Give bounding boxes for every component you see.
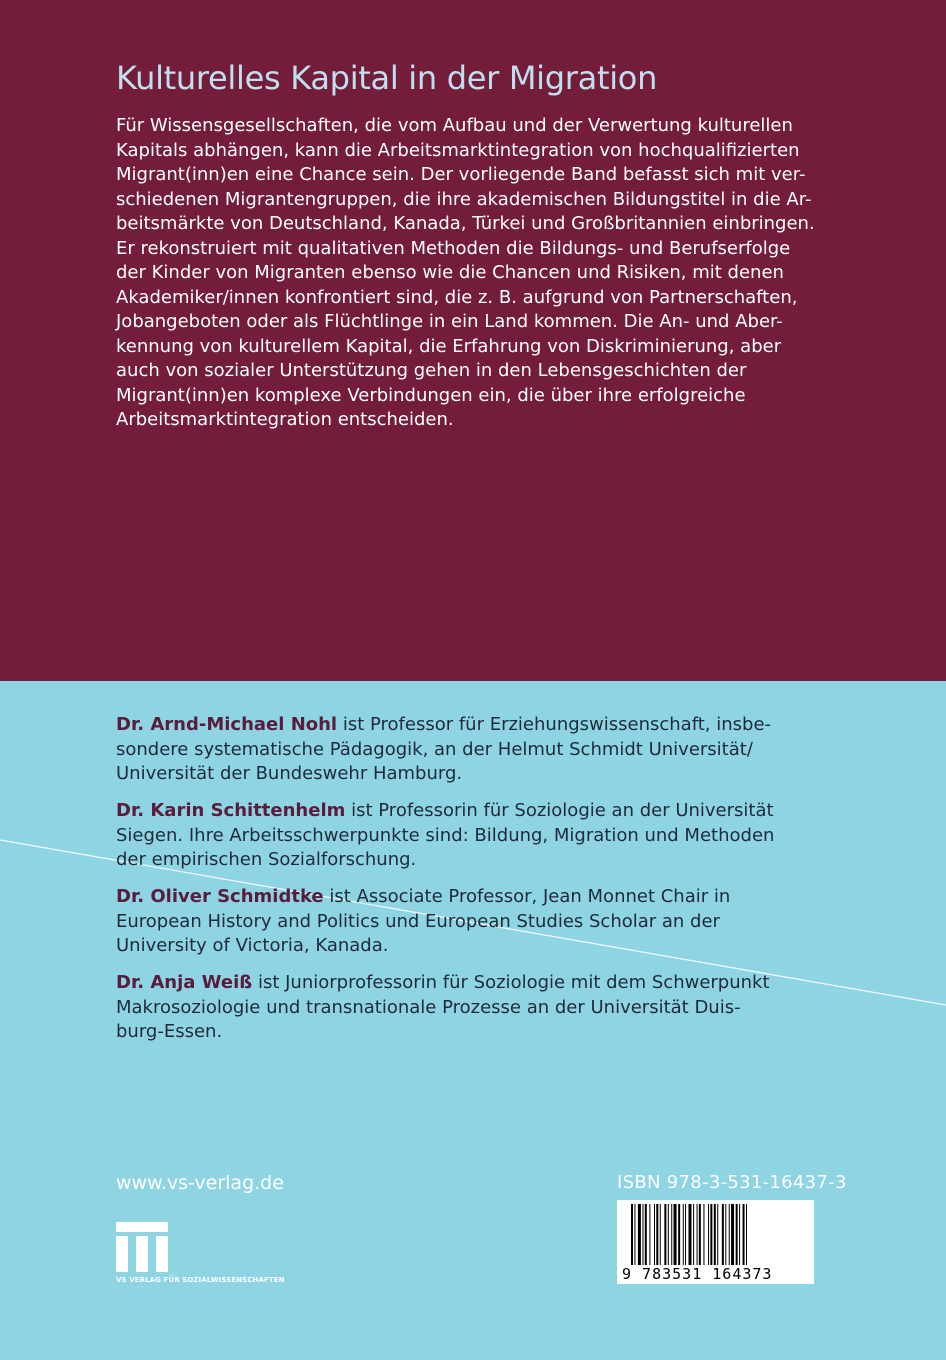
barcode-bar <box>739 1204 740 1266</box>
barcode-bar <box>645 1204 647 1266</box>
author-bio-weiss <box>116 971 816 1045</box>
publisher-website: www.vs-verlag.de <box>116 1172 284 1194</box>
barcode-bar <box>638 1204 641 1266</box>
blurb-line: auch von sozialer Unterstützung gehen in den Lebensgeschichten der <box>116 360 747 381</box>
author-bio-schittenhelm <box>116 799 816 873</box>
author-bio-line: burg-Essen. <box>116 1021 223 1042</box>
blurb-line: Kapitals abhängen, kann die Arbeitsmarktintegration von hochqualifizierten <box>116 139 800 161</box>
blurb-line: Jobangeboten oder als Flüchtlinge in ein Land kommen. Die An- und Aber- <box>116 311 783 332</box>
author-bio-line: European History and Politics und European Studies Scholar an der <box>116 910 720 932</box>
barcode <box>617 1200 814 1284</box>
barcode-bar <box>717 1204 718 1266</box>
blurb-line: Migrant(inn)en komplexe Verbindungen ein, die über ihre erfolgreiche <box>116 384 746 406</box>
blurb-line: Er rekonstruiert mit qualitativen Methoden die Bildungs- und Berufserfolge <box>116 237 791 259</box>
barcode-bar <box>722 1204 724 1266</box>
author-bio-line: Universität der Bundeswehr Hamburg. <box>116 763 463 784</box>
barcode-bar <box>708 1204 709 1266</box>
barcode-bar <box>649 1204 650 1266</box>
blurb-line: Arbeitsmarktintegration entscheiden. <box>116 409 454 430</box>
blurb-line: beitsmärkte von Deutschland, Kanada, Türkei und Großbritannien einbringen. <box>116 213 815 234</box>
author-bio-nohl <box>116 713 816 787</box>
book-blurb <box>116 114 828 433</box>
author-bio-text: ist Professor für Erziehungswissenschaft, insbe- <box>337 714 772 735</box>
barcode-digits: 9 783531 164373 <box>622 1265 773 1283</box>
author-bio-line: University of Victoria, Kanada. <box>116 935 389 956</box>
barcode-bar <box>634 1204 635 1266</box>
barcode-bar <box>668 1204 669 1266</box>
barcode-bar <box>671 1204 672 1266</box>
author-bio-line: Siegen. Ihre Arbeitsschwerpunkte sind: Bildung, Migration und Methoden <box>116 824 775 846</box>
barcode-bar <box>743 1204 745 1266</box>
barcode-bar <box>631 1204 633 1266</box>
author-name: Dr. Anja Weiß <box>116 972 253 993</box>
barcode-bar <box>685 1204 686 1266</box>
author-name: Dr. Karin Schittenhelm <box>116 800 346 821</box>
author-bio-text: ist Professorin für Soziologie an der Universität <box>345 800 774 821</box>
barcode-bar <box>643 1204 644 1266</box>
barcode-bar <box>746 1204 747 1266</box>
barcode-bar <box>714 1204 716 1266</box>
barcode-bar <box>697 1204 698 1266</box>
author-bio-line: sondere systematische Pädagogik, an der Helmut Schmidt Universität/ <box>116 738 753 760</box>
blurb-line: Migrant(inn)en eine Chance sein. Der vorliegende Band befasst sich mit ver- <box>116 164 806 185</box>
author-bio-schmidtke <box>116 885 816 959</box>
blurb-line: Akademiker/innen konfrontiert sind, die z. B. aufgrund von Partnerschaften, <box>116 286 798 308</box>
barcode-bar <box>703 1204 704 1266</box>
author-name: Dr. Arnd-Michael Nohl <box>116 714 338 735</box>
publisher-name: VS VERLAG FÜR SOZIALWISSENSCHAFTEN <box>116 1276 285 1284</box>
barcode-bar <box>683 1204 684 1266</box>
barcode-bar <box>654 1204 655 1266</box>
author-name: Dr. Oliver Schmidtke <box>116 886 324 907</box>
barcode-bar <box>656 1204 658 1266</box>
vs-verlag-logo-icon <box>116 1222 168 1272</box>
barcode-bar <box>674 1204 677 1266</box>
isbn-label: ISBN 978-3-531-16437-3 <box>617 1172 847 1193</box>
barcode-bar <box>731 1204 734 1266</box>
barcode-bar <box>729 1204 730 1266</box>
blurb-line: der Kinder von Migranten ebenso wie die Chancen und Risiken, mit denen <box>116 262 784 283</box>
barcode-bar <box>660 1204 661 1266</box>
author-bio-text: ist Juniorprofessorin für Soziologie mit dem Schwerpunkt <box>252 972 770 993</box>
barcode-bar <box>710 1204 712 1266</box>
barcode-bar <box>678 1204 680 1266</box>
barcode-bar <box>693 1204 694 1266</box>
barcode-bar <box>699 1204 701 1266</box>
blurb-line: Für Wissensgesellschaften, die vom Aufbau und der Verwertung kulturellen <box>116 115 793 136</box>
barcode-bar <box>689 1204 692 1266</box>
author-bio-text: ist Associate Professor, Jean Monnet Chair in <box>323 886 731 907</box>
barcode-bar <box>725 1204 726 1266</box>
barcode-bar <box>664 1204 666 1266</box>
author-bio-line: der empirischen Sozialforschung. <box>116 849 417 870</box>
barcode-bar <box>736 1204 738 1266</box>
blurb-line: kennung von kulturellem Kapital, die Erfahrung von Diskriminierung, aber <box>116 335 782 357</box>
book-title: Kulturelles Kapital in der Migration <box>116 59 658 97</box>
blurb-line: schiedenen Migrantengruppen, die ihre akademischen Bildungstitel in die Ar- <box>116 188 812 210</box>
author-bio-line: Makrosoziologie und transnationale Prozesse an der Universität Duis- <box>116 996 741 1018</box>
